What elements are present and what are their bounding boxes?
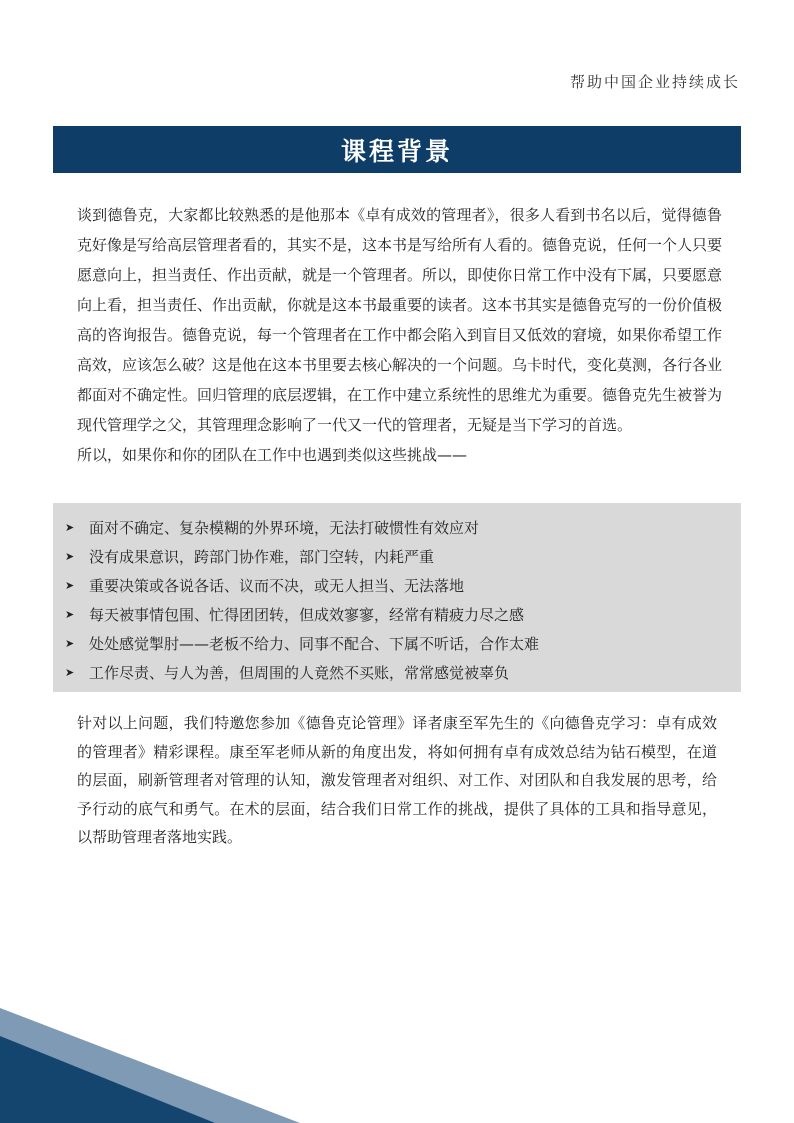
challenge-text: 没有成果意识，跨部门协作难，部门空转，内耗严重 xyxy=(89,548,435,566)
intro-section xyxy=(77,200,722,470)
arrowhead-bullet-icon: ➤ xyxy=(65,579,75,592)
challenge-box xyxy=(53,503,741,692)
challenge-item xyxy=(53,629,741,658)
challenge-item xyxy=(53,600,741,629)
section-title-banner xyxy=(53,126,741,173)
challenge-item xyxy=(53,658,741,687)
challenge-list xyxy=(53,503,741,687)
arrowhead-bullet-icon: ➤ xyxy=(65,550,75,563)
challenge-text: 处处感觉掣肘——老板不给力、同事不配合、下属不听话，合作太难 xyxy=(89,635,540,653)
corner-decoration xyxy=(0,1008,310,1123)
challenge-text: 重要决策或各说各话、议而不决，或无人担当、无法落地 xyxy=(89,577,465,595)
intro-paragraph: 谈到德鲁克，大家都比较熟悉的是他那本《卓有成效的管理者》，很多人看到书名以后，觉得德鲁克好像是写给高层管理者看的，其实不是，这本书是写给所有人看的。德鲁克说，任何一个人只要愿意向上，担当责任、作出贡献，就是一个管理者。所以，即使你日常工作中没有下属，只要愿意向上看，担当责任、作出贡献，你就是这本书最重要的读者。这本书其实是德鲁克写的一份价值极高的咨询报告。德鲁克说，每一个管理者在工作中都会陷入到盲目又低效的窘境，如果你希望工作高效，应该怎么破？这是他在这本书里要去核心解决的一个问题。乌卡时代，变化莫测，各行各业都面对不确定性。回归管理的底层逻辑，在工作中建立系统性的思维尤为重要。德鲁克先生被誉为现代管理学之父，其管理理念影响了一代又一代的管理者，无疑是当下学习的首选。 xyxy=(77,206,723,434)
challenge-item xyxy=(53,513,741,542)
challenge-item xyxy=(53,571,741,600)
arrowhead-bullet-icon: ➤ xyxy=(65,637,75,650)
section-title: 课程背景 xyxy=(340,136,453,166)
challenge-text: 每天被事情包围、忙得团团转，但成效寥寥，经常有精疲力尽之感 xyxy=(89,606,525,624)
header-tagline: 帮助中国企业持续成长 xyxy=(569,73,740,91)
challenge-text: 工作尽责、与人为善，但周围的人竟然不买账，常常感觉被辜负 xyxy=(89,664,510,682)
challenge-text: 面对不确定、复杂模糊的外界环境，无法打破惯性有效应对 xyxy=(89,519,480,537)
closing-paragraph: 针对以上问题，我们特邀您参加《德鲁克论管理》译者康至军先生的《向德鲁克学习：卓有成效的管理者》精彩课程。康至军老师从新的角度出发，将如何拥有卓有成效总结为钻石模型，在道的层面，刷新管理者对管理的认知，激发管理者对组织、对工作、对团队和自我发展的思考，给予行动的底气和勇气。在术的层面，结合我们日常工作的挑战，提供了具体的工具和指导意见，以帮助管理者落地实践。 xyxy=(77,714,717,846)
intro-lead-in: 所以，如果你和你的团队在工作中也遇到类似这些挑战—— xyxy=(77,446,468,464)
arrowhead-bullet-icon: ➤ xyxy=(65,608,75,621)
arrowhead-bullet-icon: ➤ xyxy=(65,666,75,679)
closing-section xyxy=(77,709,717,852)
arrowhead-bullet-icon: ➤ xyxy=(65,521,75,534)
challenge-item xyxy=(53,542,741,571)
